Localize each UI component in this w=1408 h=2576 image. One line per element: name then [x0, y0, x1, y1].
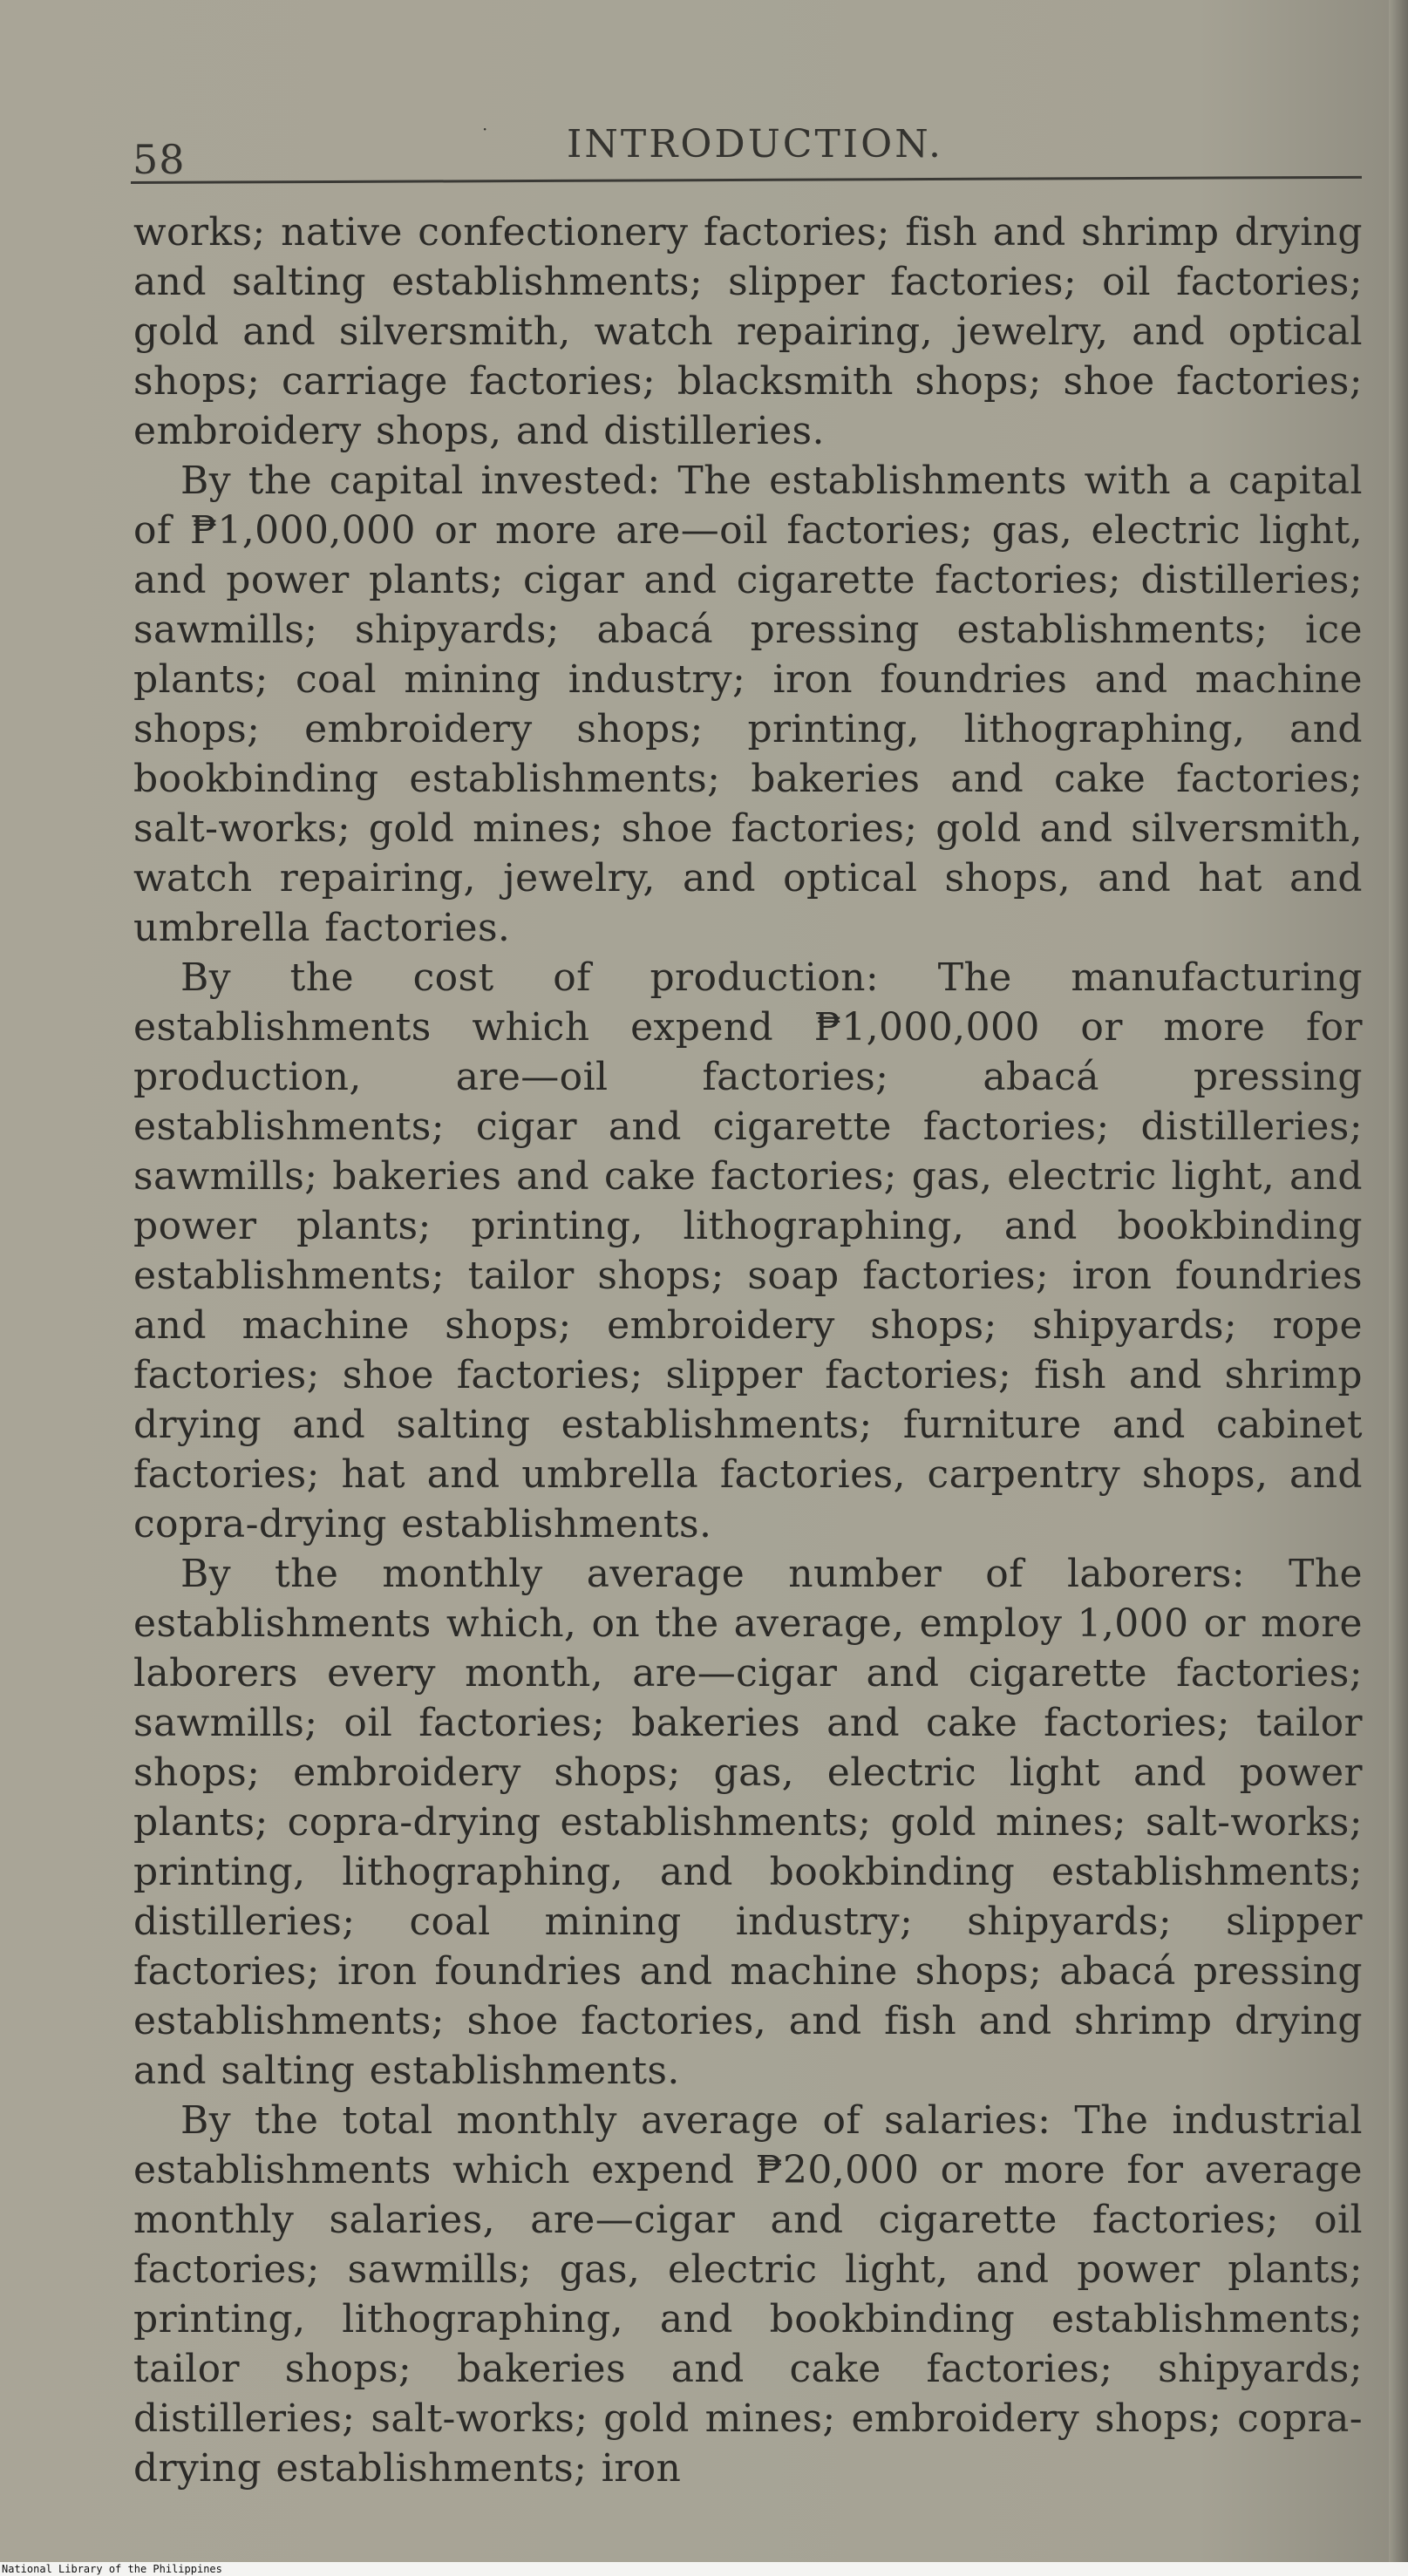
body-text — [133, 207, 1363, 2493]
paragraph-continuation: works; native confectionery factories; fish and shrimp drying and salting establishments; slipper factories; oil factories; gold and silversmith, watch repairing, jewelry, and optical shops; carriage factories; blacksmith shops; shoe factories; embroidery shops, and distilleries. — [133, 210, 1363, 453]
page-number: 58 — [133, 136, 186, 183]
page-header — [131, 119, 1360, 183]
paragraph-salaries: By the total monthly average of salaries: The industrial establishments which expend ₱20,000 or more for average monthly salaries, are—cigar and cigarette factories; oil factories; sawmills; gas, electric light, and power plants; printing, lithographing, and bookbinding establishments; tailor shops; bakeries and cake factories; shipyards; distilleries; salt-works; gold mines; embroidery shops; copra-drying establishments; iron — [133, 2098, 1363, 2491]
paragraph-laborers: By the monthly average number of laborers: The establishments which, on the average, employ 1,000 or more laborers every month, are—cigar and cigarette factories; sawmills; oil factories; bakeries and cake factories; tailor shops; embroidery shops; gas, electric light and power plants; copra-drying establishments; gold mines; salt-works; printing, lithographing, and bookbinding establishments; distilleries; coal mining industry; shipyards; slipper factories; iron foundries and machine shops; abacá pressing establishments; shoe factories, and fish and shrimp drying and salting establishments. — [133, 1552, 1363, 2093]
running-head: INTRODUCTION. — [567, 122, 943, 167]
paragraph-capital-invested: By the capital invested: The establishments with a capital of ₱1,000,000 or more are—oil factories; gas, electric light, and power plants; cigar and cigarette factories; distilleries; sawmills; shipyards; abacá pressing establishments; ice plants; coal mining industry; iron foundries and machine shops; embroidery shops; printing, lithographing, and bookbinding establishments; bakeries and cake factories; salt-works; gold mines; shoe factories; gold and silversmith, watch repairing, jewelry, and optical shops, and hat and umbrella factories. — [133, 459, 1363, 950]
footer-bar — [0, 2562, 1408, 2576]
page-edge-shadow — [1389, 0, 1408, 2563]
header-dot: · — [482, 119, 488, 139]
library-credit: National Library of the Philippines — [2, 2563, 222, 2575]
paragraph-cost-of-production: By the cost of production: The manufacturing establishments which expend ₱1,000,000 or more for production, are—oil factories; abacá pressing establishments; cigar and cigarette factories; distilleries; sawmills; bakeries and cake factories; gas, electric light, and power plants; printing, lithographing, and bookbinding establishments; tailor shops; soap factories; iron foundries and machine shops; embroidery shops; shipyards; rope factories; shoe factories; slipper factories; fish and shrimp drying and salting establishments; furniture and cabinet factories; hat and umbrella factories, carpentry shops, and copra-drying establishments. — [133, 955, 1363, 1546]
